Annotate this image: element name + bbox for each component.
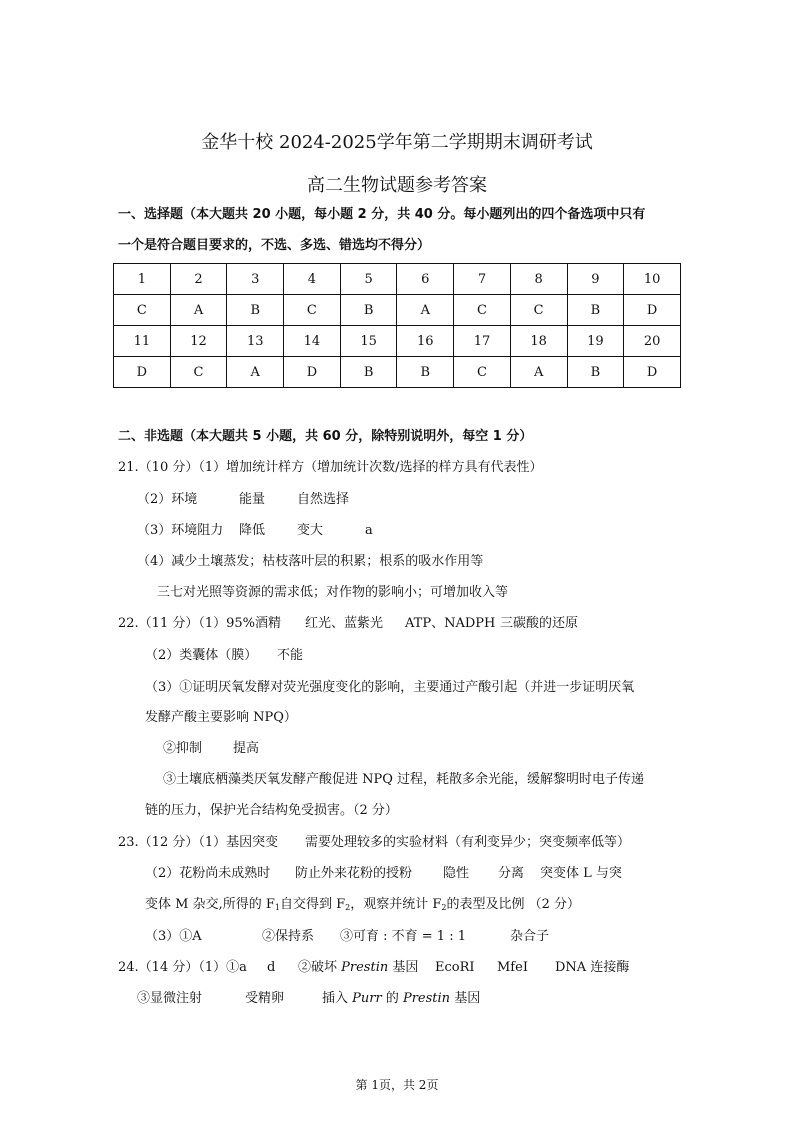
table-cell: 18	[510, 326, 567, 357]
table-cell: C	[454, 295, 511, 326]
q23-answer: 23.（12 分）（1）基因突变	[118, 835, 279, 850]
table-cell: B	[227, 295, 284, 326]
table-cell: C	[170, 357, 227, 388]
q23-answer: 分离	[498, 866, 525, 881]
document-title: 金华十校 2024-2025学年第二学期期末调研考试	[201, 132, 593, 153]
q21-answer: （2）环境	[137, 492, 198, 507]
q23-answer: 需要处理较多的实验材料（有利变异少；突变频率低等）	[305, 835, 631, 850]
table-cell: C	[114, 295, 171, 326]
q22-answer: 提高	[233, 741, 260, 756]
document-subtitle: 高二生物试题参考答案	[307, 175, 487, 196]
table-cell: B	[567, 295, 624, 326]
table-cell: 16	[397, 326, 454, 357]
q22-line3: （3）①证明厌氧发酵对荧光强度变化的影响，主要通过产酸引起（并进一步证明厌氧	[145, 680, 635, 695]
table-cell: A	[397, 295, 454, 326]
table-cell: A	[170, 295, 227, 326]
q23-answer: 突变体 L 与突	[540, 866, 622, 881]
table-cell: D	[624, 295, 681, 326]
subscript: 2	[441, 903, 447, 912]
q21-line4: （4）减少土壤蒸发；枯枝落叶层的积累；根系的吸水作用等	[137, 554, 484, 569]
table-cell: 13	[227, 326, 284, 357]
table-cell: D	[284, 357, 341, 388]
table-cell: 7	[454, 264, 511, 295]
q24-answer: d	[267, 960, 276, 975]
table-cell: 3	[227, 264, 284, 295]
table-cell: 19	[567, 326, 624, 357]
table-cell: 4	[284, 264, 341, 295]
q22-line7: 链的压力，保护光合结构免受损害。（2 分）	[145, 803, 398, 818]
table-cell: 2	[170, 264, 227, 295]
table-cell: C	[510, 295, 567, 326]
table-cell: A	[510, 357, 567, 388]
table-cell: 10	[624, 264, 681, 295]
page-number: 第 1页，共 2页	[355, 1078, 439, 1092]
table-row	[114, 357, 681, 388]
section2-heading: 二、非选题（本大题共 5 小题，共 60 分，除特别说明外，每空 1 分）	[118, 429, 533, 444]
q22-answer: 三碳酸的还原	[500, 616, 579, 631]
gene-name: Prestin	[341, 960, 389, 975]
table-cell: 20	[624, 326, 681, 357]
text: 基因	[450, 991, 481, 1006]
q22-answer: ATP、NADPH	[405, 616, 496, 631]
q21-answer: 降低	[239, 523, 266, 538]
q21-answer: 变大	[297, 523, 324, 538]
table-cell: B	[397, 357, 454, 388]
q21-line1: 21.（10 分）（1）增加统计样方（增加统计次数/选择的样方具有代表性）	[118, 460, 543, 475]
q22-line4: 发酵产酸主要影响 NPQ）	[145, 710, 297, 725]
q22-answer: （2）类囊体（膜）	[145, 648, 258, 663]
table-row	[114, 295, 681, 326]
table-cell: C	[284, 295, 341, 326]
q24-answer: 24.（14 分）（1）①a	[118, 960, 247, 975]
q24-answer: ③显微注射	[137, 991, 203, 1006]
q23-answer: （3）①A	[145, 929, 202, 944]
table-cell: 15	[340, 326, 397, 357]
q23-answer: 隐性	[443, 866, 470, 881]
q24-answer: EcoRⅠ	[435, 960, 475, 975]
text: 变体 M 杂交,所得的 F	[145, 897, 275, 912]
table-cell: 17	[454, 326, 511, 357]
table-cell: A	[227, 357, 284, 388]
answer-table	[113, 263, 681, 388]
table-cell: D	[624, 357, 681, 388]
q23-answer: 杂合子	[510, 929, 550, 944]
table-cell: B	[340, 357, 397, 388]
text: 基因	[388, 960, 419, 975]
table-cell: 1	[114, 264, 171, 295]
q22-answer: 22.（11 分）（1）95%酒精	[118, 616, 282, 631]
table-cell: 11	[114, 326, 171, 357]
q24-answer: 受精卵	[245, 991, 285, 1006]
q21-line5: 三七对光照等资源的需求低；对作物的影响小；可增加收入等	[157, 585, 509, 600]
table-cell: 12	[170, 326, 227, 357]
table-cell: B	[567, 357, 624, 388]
q22-line6: ③土壤底栖藻类厌氧发酵产酸促进 NPQ 过程，耗散多余光能，缓解黎明时电子传递	[163, 772, 645, 787]
gene-name: Purr	[352, 991, 382, 1006]
table-cell: D	[114, 357, 171, 388]
section1-heading: 一、选择题（本大题共 20 小题，每小题 2 分，共 40 分。每小题列出的四个备选项中只有	[118, 207, 646, 222]
gene-name: Prestin	[402, 991, 451, 1006]
text: ②破坏	[298, 960, 342, 975]
table-cell: 6	[397, 264, 454, 295]
table-cell: C	[454, 357, 511, 388]
table-row	[114, 326, 681, 357]
q24-answer	[322, 991, 480, 1007]
subscript: 1	[274, 903, 280, 912]
q24-answer: DNA 连接酶	[555, 960, 630, 975]
q21-answer: （3）环境阻力	[137, 523, 224, 538]
text: 插入	[322, 991, 353, 1006]
section1-heading-cont: 一个是符合题目要求的，不选、多选、错选均不得分）	[118, 238, 431, 253]
table-cell: 14	[284, 326, 341, 357]
q22-answer: ②抑制	[163, 741, 203, 756]
table-cell: 5	[340, 264, 397, 295]
subscript: 2	[345, 903, 351, 912]
q23-line3	[145, 897, 580, 916]
table-row	[114, 264, 681, 295]
q21-answer: a	[365, 523, 373, 538]
q21-answer: 能量	[239, 492, 266, 507]
text: 的表型及比例 （2 分）	[446, 897, 581, 912]
q21-answer: 自然选择	[297, 492, 350, 507]
q23-answer: 防止外来花粉的授粉	[295, 866, 413, 881]
q24-answer: MfeⅠ	[497, 960, 528, 975]
table-cell: 9	[567, 264, 624, 295]
table-cell: 8	[510, 264, 567, 295]
q23-answer: ③可育 : 不育 = 1 : 1	[340, 929, 466, 944]
text: 的	[381, 991, 403, 1006]
q22-answer: 不能	[277, 648, 304, 663]
q22-answer: 红光、蓝紫光	[305, 616, 384, 631]
q23-answer: ②保持系	[262, 929, 315, 944]
q24-answer	[298, 960, 418, 976]
text: ，观察并统计 F	[350, 897, 442, 912]
text: 自交得到 F	[279, 897, 346, 912]
q23-answer: （2）花粉尚未成熟时	[145, 866, 271, 881]
table-cell: B	[340, 295, 397, 326]
